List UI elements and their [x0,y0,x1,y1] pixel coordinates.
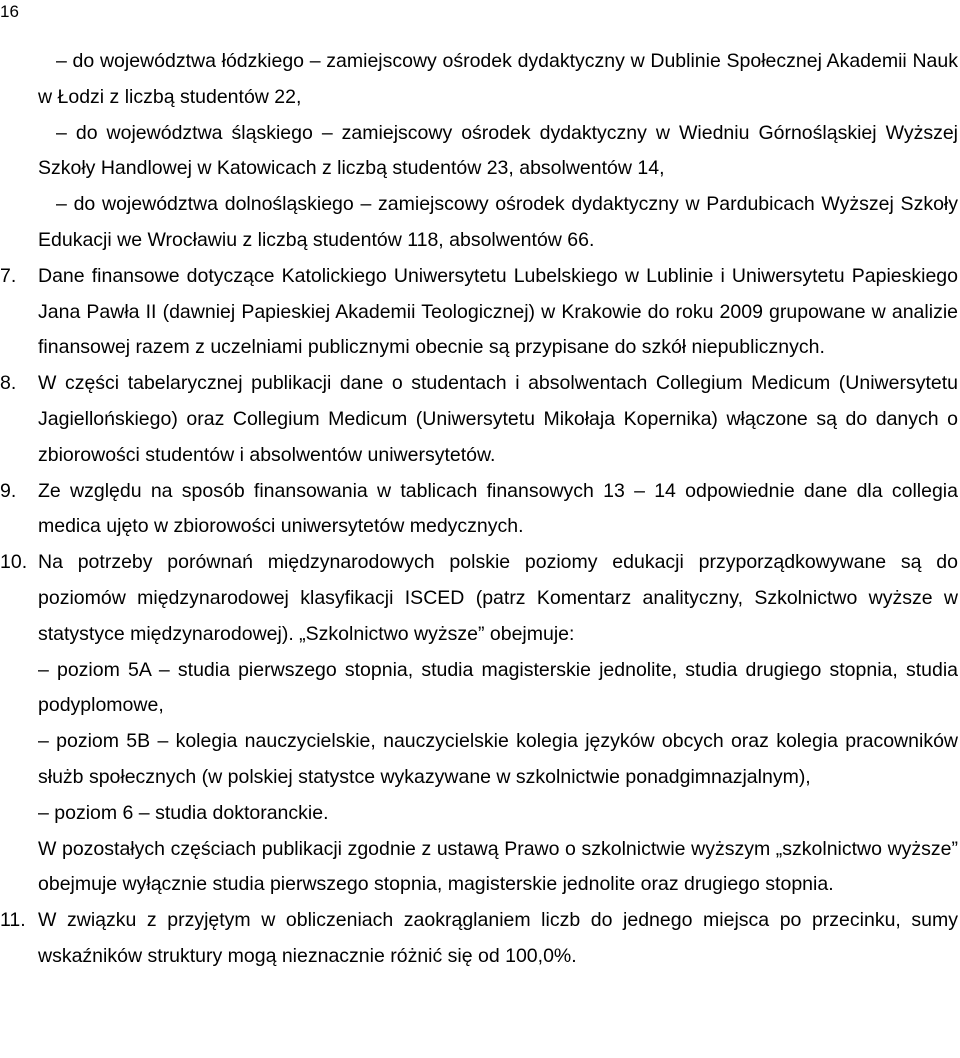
footnotes-body [0,44,960,975]
note-text: Ze względu na sposób finansowania w tablicach finansowych 13 – 14 odpowiednie dane dla collegia medica ujęto w zbiorowości uniwersytetów medycznych. [38,479,958,538]
note-text: W związku z przyjętym w obliczeniach zaokrąglaniem liczb do jednego miejsca po przecinku, sumy wskaźników struktury mogą nieznacznie różnić się od 100,0%. [38,909,958,967]
note-10 [0,545,960,652]
note-10-closing: W pozostałych częściach publikacji zgodnie z ustawą Prawo o szkolnictwie wyższym „szkolnictwo wyższe” obejmuje wyłącznie studia pierwszego stopnia, magisterskie jednolite oraz drugiego stopnia. [38,837,958,896]
note-11 [0,903,960,975]
note-8 [0,366,960,473]
list-item: – do województwa łódzkiego – zamiejscowy ośrodek dydaktyczny w Dublinie Społecznej Akademii Nauk w Łodzi z liczbą studentów 22, [38,50,958,108]
note-number: 7. [0,264,17,287]
page-number: 16 [0,2,19,21]
note-number: 9. [0,479,17,502]
note-number: 8. [0,372,17,395]
note-text: Na potrzeby porównań międzynarodowych polskie poziomy edukacji przyporządkowywane są do poziomów międzynarodowej klasyfikacji ISCED (patrz Komentarz analityczny, Szkolnictwo wyższe w statystyce międzynarodowej). „Szkolnictwo wyższe” obejmuje: [38,551,958,645]
list-item: – poziom 5B – kolegia nauczycielskie, nauczycielskie kolegia języków obcych oraz kolegia pracowników służb społecznych (w polskiej statystce wykazywane w szkolnictwie ponadgimnazjalnym), [38,730,958,788]
list-item: – poziom 6 – studia doktoranckie. [38,801,329,824]
note-number: 11. [0,909,26,932]
list-item: – do województwa dolnośląskiego – zamiejscowy ośrodek dydaktyczny w Pardubicach Wyższej Szkoły Edukacji we Wrocławiu z liczbą studentów 118, absolwentów 66. [38,193,958,251]
note-text: W części tabelarycznej publikacji dane o studentach i absolwentach Collegium Medicum (Uniwersytetu Jagiellońskiego) oraz Collegium Medicum (Uniwersytetu Mikołaja Kopernika) włączone są do danych o zbiorowości studentów i absolwentów uniwersytetów. [38,372,958,466]
note-9 [0,474,960,546]
note-7 [0,259,960,366]
list-item: – poziom 5A – studia pierwszego stopnia, studia magisterskie jednolite, studia drugiego stopnia, studia podyplomowe, [38,658,958,717]
list-item: – do województwa śląskiego – zamiejscowy ośrodek dydaktyczny w Wiedniu Górnośląskiej Wyższej Szkoły Handlowej w Katowicach z liczbą studentów 23, absolwentów 14, [38,121,958,180]
note-number: 10. [0,551,28,574]
note-text: Dane finansowe dotyczące Katolickiego Uniwersytetu Lubelskiego w Lublinie i Uniwersytetu Papieskiego Jana Pawła II (dawniej Papieskiej Akademii Teologicznej) w Krakowie do roku 2009 grupowane w analizie finansowej razem z uczelniami publicznymi obecnie są przypisane do szkół niepublicznych. [38,264,958,359]
